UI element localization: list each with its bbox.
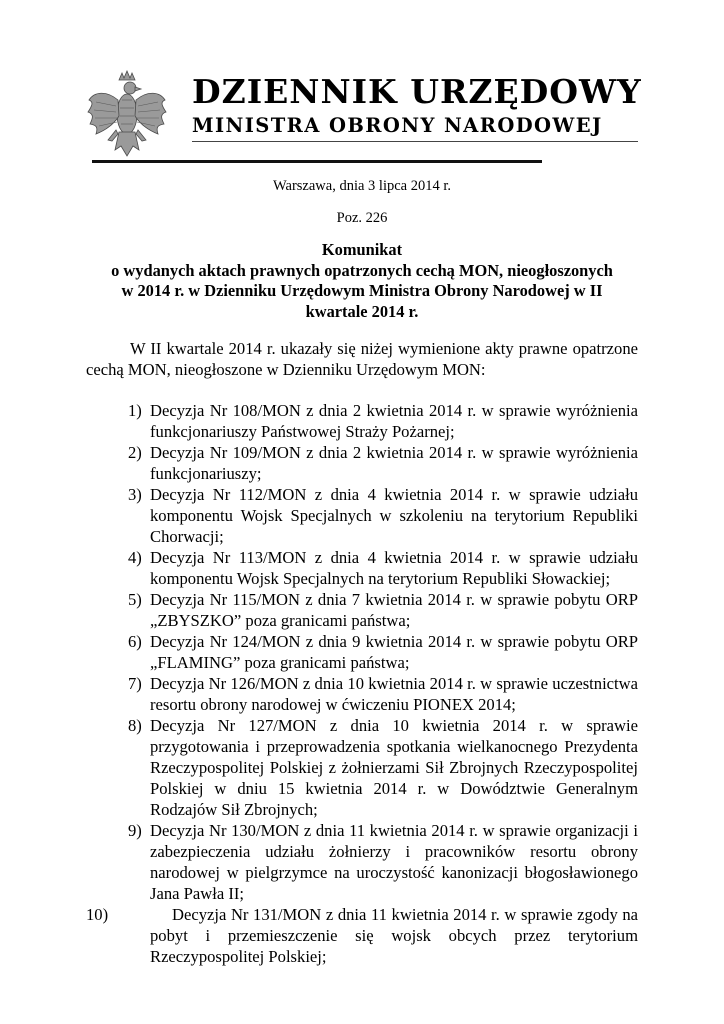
item-text: Decyzja Nr 113/MON z dnia 4 kwietnia 2014 r. w sprawie udziału komponentu Wojsk Specjalnych na terytorium Republiki Słowackiej; (150, 548, 638, 588)
item-number: 2) (128, 443, 142, 462)
item-number: 3) (128, 485, 142, 504)
document-title (100, 240, 624, 322)
masthead-rule (92, 160, 542, 163)
list-item (86, 715, 638, 820)
item-number: 10) (86, 905, 109, 924)
item-text: Decyzja Nr 108/MON z dnia 2 kwietnia 2014 r. w sprawie wyróżnienia funkcjonariuszy Państwowej Straży Pożarnej; (150, 401, 638, 441)
white-eagle-emblem-icon (86, 70, 168, 162)
item-text: Decyzja Nr 126/MON z dnia 10 kwietnia 2014 r. w sprawie uczestnictwa resortu obrony narodowej w ćwiczeniu PIONEX 2014; (150, 674, 638, 714)
item-number: 8) (128, 716, 142, 735)
masthead-thin-rule (192, 141, 638, 142)
list-item (86, 904, 638, 967)
item-number: 7) (128, 674, 142, 693)
item-text: Decyzja Nr 130/MON z dnia 11 kwietnia 2014 r. w sprawie organizacji i zabezpieczenia udziału żołnierzy i pracowników resortu obrony narodowej w pielgrzymce na uroczystość kanonizacji błogosławionego Jana Pawła II; (150, 821, 638, 903)
masthead (86, 70, 642, 160)
item-text: Decyzja Nr 109/MON z dnia 2 kwietnia 2014 r. w sprawie wyróżnienia funkcjonariuszy; (150, 443, 638, 483)
list-item (86, 400, 638, 442)
item-number: 5) (128, 590, 142, 609)
item-text: Decyzja Nr 124/MON z dnia 9 kwietnia 2014 r. w sprawie pobytu ORP „FLAMING” poza granicami państwa; (150, 632, 638, 672)
list-item (86, 589, 638, 631)
title-line-4: kwartale 2014 r. (305, 301, 419, 321)
list-item (86, 484, 638, 547)
acts-list (86, 400, 638, 967)
title-line-1: Komunikat (321, 240, 403, 259)
intro-text: W II kwartale 2014 r. ukazały się niżej wymienione akty prawne opatrzone cechą MON, nieogłoszone w Dzienniku Urzędowym MON: (86, 339, 638, 379)
list-item (86, 820, 638, 904)
position-number: Poz. 226 (336, 210, 388, 226)
journal-subtitle: MINISTRA OBRONY NARODOWEJ (192, 114, 603, 137)
journal-title: DZIENNIK URZĘDOWY (192, 72, 642, 111)
item-text: Decyzja Nr 112/MON z dnia 4 kwietnia 2014 r. w sprawie udziału komponentu Wojsk Specjalnych w szkoleniu na terytorium Republiki Chorwacji; (150, 485, 638, 546)
place-date: Warszawa, dnia 3 lipca 2014 r. (272, 178, 451, 194)
list-item (86, 631, 638, 673)
intro-paragraph (86, 338, 638, 380)
item-number: 6) (128, 632, 142, 651)
list-item (86, 547, 638, 589)
list-item (86, 442, 638, 484)
title-line-2: o wydanych aktach prawnych opatrzonych cechą MON, nieogłoszonych (111, 260, 613, 280)
item-text: Decyzja Nr 115/MON z dnia 7 kwietnia 2014 r. w sprawie pobytu ORP „ZBYSZKO” poza granicami państwa; (150, 590, 638, 630)
item-number: 1) (128, 401, 142, 420)
item-text: Decyzja Nr 131/MON z dnia 11 kwietnia 2014 r. w sprawie zgody na pobyt i przemieszczenie się wojsk obcych przez terytorium Rzeczypospolitej Polskiej; (150, 905, 638, 966)
title-line-3: w 2014 r. w Dzienniku Urzędowym Ministra Obrony Narodowej w II (121, 281, 603, 300)
item-number: 4) (128, 548, 142, 567)
list-item (86, 673, 638, 715)
item-text: Decyzja Nr 127/MON z dnia 10 kwietnia 2014 r. w sprawie przygotowania i przeprowadzenia spotkania wielkanocnego Prezydenta Rzeczypospolitej Polskiej z żołnierzami Sił Zbrojnych Rzeczypospolitej Polskiej w dniu 15 kwietnia 2014 r. w Dowództwie Generalnym Rodzajów Sił Zbrojnych; (150, 716, 638, 819)
item-number: 9) (128, 821, 142, 840)
